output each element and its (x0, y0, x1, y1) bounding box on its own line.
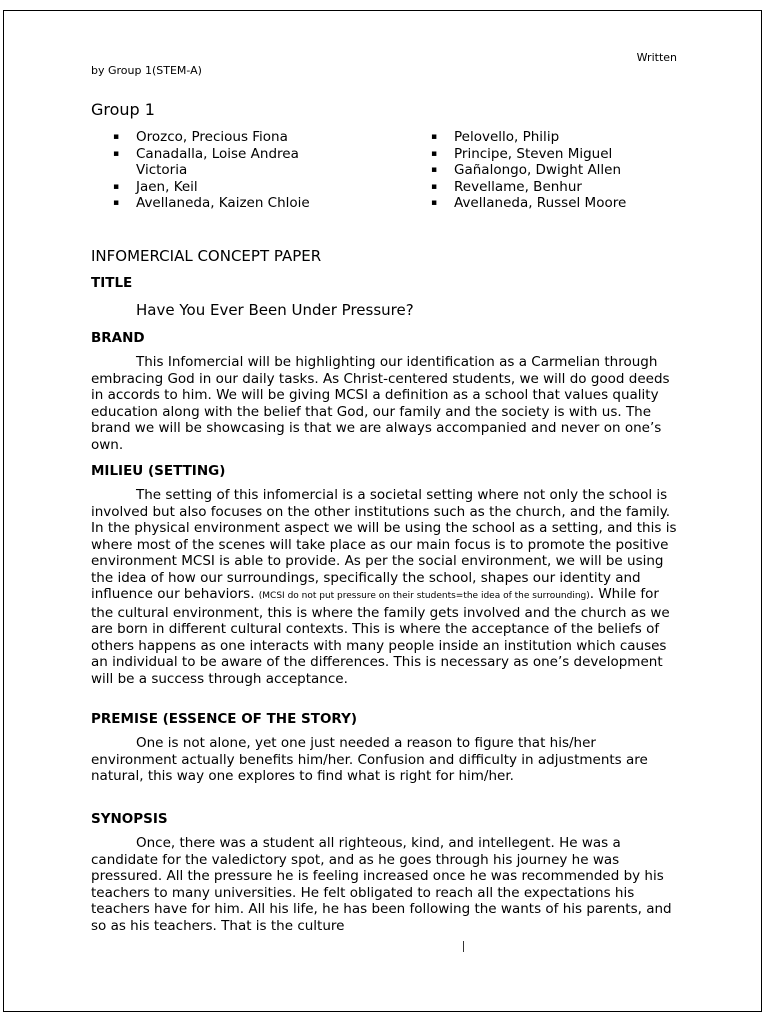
written-label: Written (636, 51, 677, 64)
document-page (3, 10, 762, 1012)
concept-heading: INFOMERCIAL CONCEPT PAPER (91, 247, 322, 265)
member-column-left (91, 129, 409, 212)
member-item: ▪ Gañalongo, Dwight Allen (409, 162, 626, 179)
member-item: ▪ Avellaneda, Kaizen Chloie (91, 195, 346, 212)
member-column-right (409, 129, 626, 212)
group-heading: Group 1 (91, 100, 155, 119)
milieu-text-part2: . While for the cultural environment, this is where the family gets involved and the church as we are born in different cultural contexts. This is where the acceptance of the beliefs of others happens as one interacts with many people inside an institution which causes an individual to be aware of the differences. This is necessary as one’s development will be a success through acceptance. (91, 586, 670, 687)
premise-text: One is not alone, yet one just needed a reason to figure that his/her environment actually benefits him/her. Confusion and difficulty in adjustments are natural, this way one explores to find what is right for him/her. (91, 735, 648, 784)
member-item: ▪ Pelovello, Philip (409, 129, 626, 146)
member-item: ▪ Canadalla, Loise Andrea Victoria (91, 146, 346, 179)
brand-section (91, 330, 681, 453)
byline: by Group 1(STEM-A) (91, 64, 202, 77)
brand-heading: BRAND (91, 330, 145, 346)
milieu-text-part1: The setting of this infomercial is a societal setting where not only the school is involved but also focuses on the other institutions such as the church, and the family. In the physical environment aspect we will be using the school as a setting, and this is where most of the scenes will take place as our main focus is to promote the positive environment MCSI is able to provide. As per the social environment, we will be using the idea of how our surroundings, specifically the school, shapes our identity and influence our behaviors. (91, 487, 677, 602)
synopsis-text: Once, there was a student all righteous, kind, and intellegent. He was a candidate for the valedictory spot, and as he goes through his journey he was pressured. All the pressure he is feeling increased once he was recommended by his teachers to many universities. He felt obligated to reach all the expectations his teachers have for him. All his life, he has been following the wants of his parents, and so as his teachers. That is the culture (91, 835, 672, 934)
milieu-section (91, 463, 681, 687)
milieu-text (91, 487, 681, 687)
milieu-note: (MCSI do not put pressure on their students=the idea of the surrounding) (258, 591, 590, 601)
premise-section (91, 711, 681, 785)
milieu-heading: MILIEU (SETTING) (91, 463, 226, 479)
synopsis-heading: SYNOPSIS (91, 811, 168, 827)
member-list (91, 129, 681, 212)
member-item: ▪ Jaen, Keil (91, 179, 346, 196)
member-item: ▪ Orozco, Precious Fiona (91, 129, 346, 146)
text-cursor (463, 941, 464, 952)
member-item: ▪ Avellaneda, Russel Moore (409, 195, 626, 212)
title-heading: TITLE (91, 275, 133, 291)
story-title: Have You Ever Been Under Pressure? (136, 301, 414, 319)
member-item: ▪ Principe, Steven Miguel (409, 146, 626, 163)
member-item: ▪ Revellame, Benhur (409, 179, 626, 196)
synopsis-section (91, 811, 681, 934)
brand-text: This Infomercial will be highlighting our identification as a Carmelian through embracing God in our daily tasks. As Christ-centered students, we will do good deeds in accords to him. We will be giving MCSI a definition as a school that values quality education along with the belief that God, our family and the society is with us. The brand we will be showcasing is that we are always accompanied and never on one’s own. (91, 354, 670, 453)
premise-heading: PREMISE (ESSENCE OF THE STORY) (91, 711, 358, 727)
